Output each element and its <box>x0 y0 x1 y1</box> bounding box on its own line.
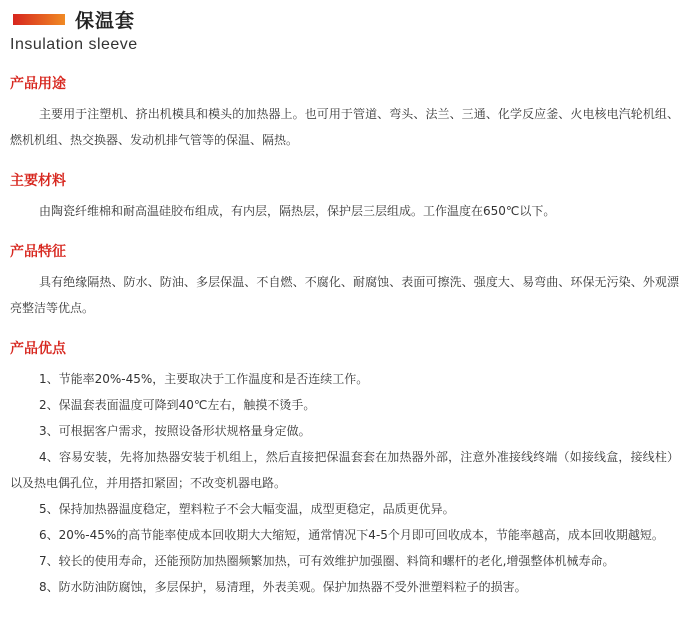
section-heading-material: 主要材料 <box>10 173 66 189</box>
header-accent-bar <box>13 14 65 25</box>
list-item: 5、保持加热器温度稳定，塑料粒子不会大幅变温，成型更稳定，品质更优异。 <box>39 502 455 516</box>
features-text: 具有绝缘隔热、防水、防油、多层保温、不自燃、不腐化、耐腐蚀、表面可擦洗、强度大、易弯曲、环保无污染、外观漂亮整洁等优点。 <box>10 275 679 315</box>
page-header <box>10 6 679 32</box>
section-usage <box>10 75 679 153</box>
page-subtitle: Insulation sleeve <box>10 36 138 53</box>
list-item: 7、较长的使用寿命，还能预防加热圈频繁加热，可有效维护加强圈、料筒和螺杆的老化,增强整体机械寿命。 <box>39 554 615 568</box>
section-material <box>10 172 679 224</box>
list-item: 1、节能率20%-45%，主要取决于工作温度和是否连续工作。 <box>39 372 369 386</box>
list-item: 2、保温套表面温度可降到40℃左右，触摸不烫手。 <box>39 398 316 412</box>
section-heading-usage: 产品用途 <box>10 76 66 92</box>
material-text: 由陶瓷纤维棉和耐高温硅胶布组成，有内层，隔热层，保护层三层组成。工作温度在650℃以下。 <box>39 204 556 218</box>
list-item: 6、20%-45%的高节能率使成本回收期大大缩短，通常情况下4-5个月即可回收成本，节能率越高，成本回收期越短。 <box>39 528 664 542</box>
usage-text: 主要用于注塑机、挤出机模具和模头的加热器上。也可用于管道、弯头、法兰、三通、化学反应釜、火电核电汽轮机组、燃机机组、热交换器、发动机排气管等的保温、隔热。 <box>10 107 679 147</box>
section-advantages <box>10 340 679 600</box>
section-features <box>10 243 679 321</box>
section-heading-advantages: 产品优点 <box>10 341 66 357</box>
advantages-list <box>10 366 679 600</box>
page-title: 保温套 <box>75 9 136 32</box>
list-item: 3、可根据客户需求，按照设备形状规格量身定做。 <box>39 424 311 438</box>
list-item: 8、防水防油防腐蚀，多层保护，易清理，外表美观。保护加热器不受外泄塑料粒子的损害。 <box>39 580 527 594</box>
list-item: 4、容易安装，先将加热器安装于机组上，然后直接把保温套套在加热器外部，注意外准接线终端（如接线盒，接线柱）以及热电偶孔位，并用搭扣紧固；不改变机器电路。 <box>10 450 679 490</box>
section-heading-features: 产品特征 <box>10 244 66 260</box>
